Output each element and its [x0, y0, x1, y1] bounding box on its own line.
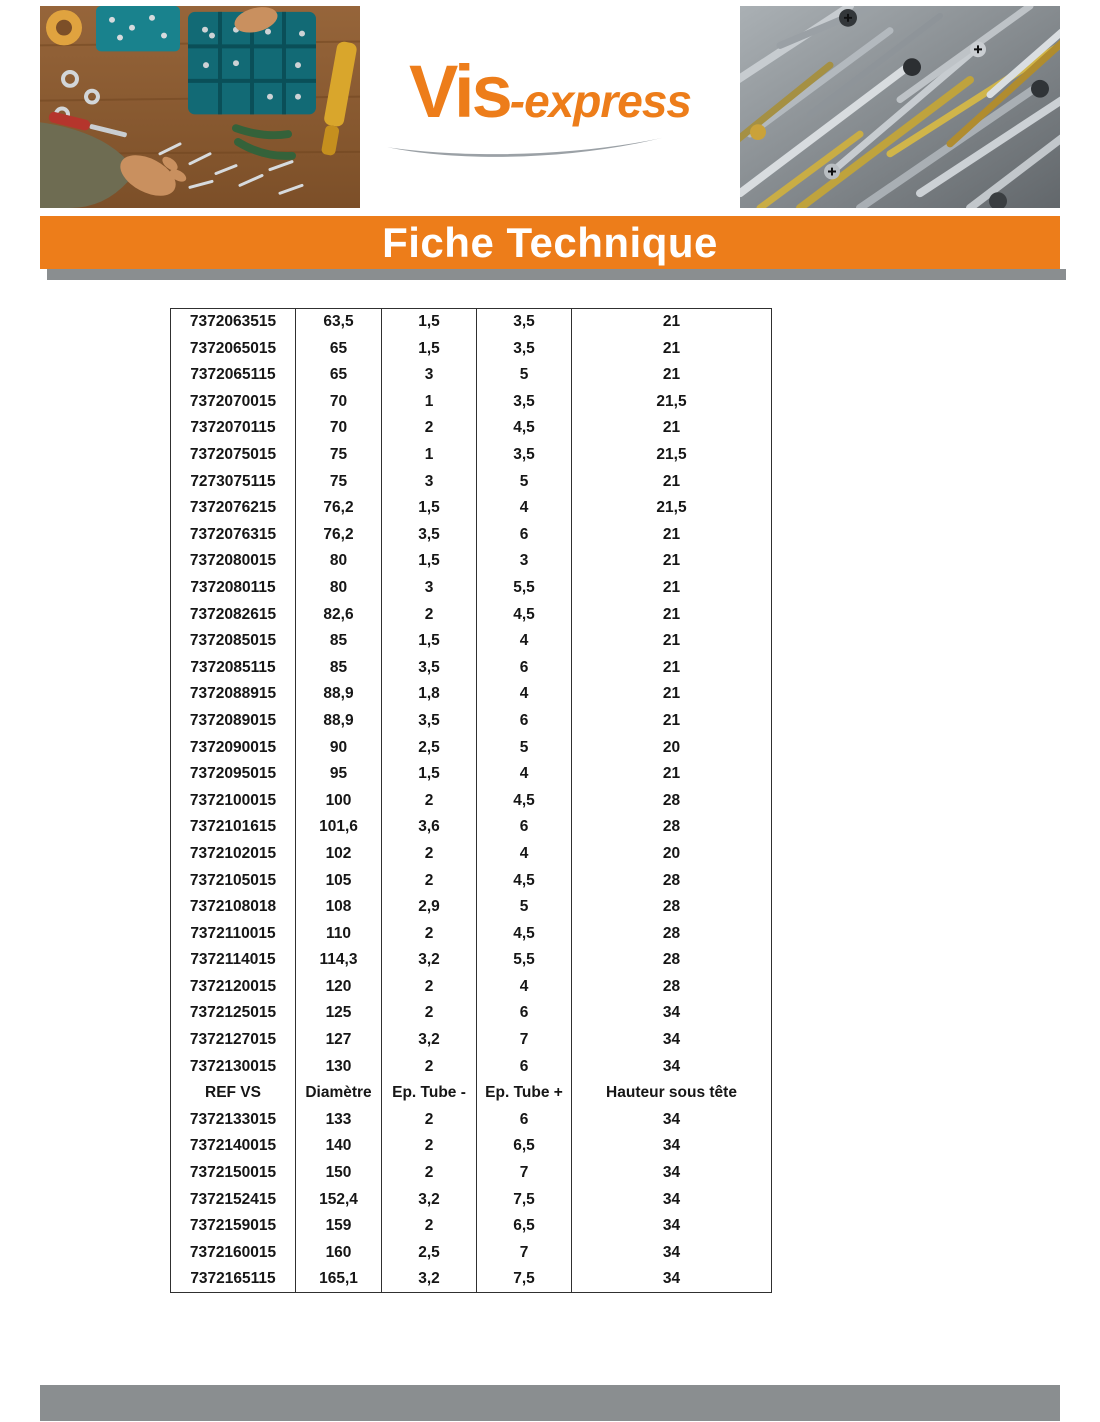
screws-photo: [740, 6, 1060, 208]
table-cell: 1,5: [382, 309, 477, 336]
table-row: [171, 761, 772, 788]
table-cell: 21,5: [572, 388, 772, 415]
table-cell: 7372140015: [171, 1133, 296, 1160]
table-cell: 7372065015: [171, 335, 296, 362]
table-cell: 101,6: [296, 814, 382, 841]
table-cell: 5: [477, 734, 572, 761]
table-row: [171, 654, 772, 681]
table-cell: 5: [477, 362, 572, 389]
spec-table-body: [171, 309, 772, 1293]
table-cell: 4,5: [477, 920, 572, 947]
table-cell: 1,5: [382, 628, 477, 655]
table-row: [171, 973, 772, 1000]
table-header-row: [171, 1080, 772, 1107]
table-row: [171, 894, 772, 921]
table-cell: 2: [382, 1000, 477, 1027]
table-cell: 88,9: [296, 681, 382, 708]
table-cell: 1,5: [382, 548, 477, 575]
table-row: [171, 920, 772, 947]
table-cell: 7372165115: [171, 1266, 296, 1293]
table-cell: 7372082615: [171, 601, 296, 628]
table-cell: 28: [572, 973, 772, 1000]
table-cell: 80: [296, 574, 382, 601]
table-cell: 82,6: [296, 601, 382, 628]
table-cell: 34: [572, 1266, 772, 1293]
table-cell: 7372159015: [171, 1213, 296, 1240]
table-cell: 7,5: [477, 1186, 572, 1213]
table-row: [171, 362, 772, 389]
banner-shadow: [47, 269, 1066, 280]
table-cell: 7: [477, 1027, 572, 1054]
table-cell: 110: [296, 920, 382, 947]
table-cell: 7372150015: [171, 1160, 296, 1187]
table-cell: 3,2: [382, 1027, 477, 1054]
table-cell: 7: [477, 1239, 572, 1266]
table-row: [171, 1133, 772, 1160]
table-cell: 34: [572, 1053, 772, 1080]
table-cell: 100: [296, 787, 382, 814]
table-cell: 105: [296, 867, 382, 894]
table-cell: 21: [572, 362, 772, 389]
table-row: [171, 601, 772, 628]
table-cell: 5,5: [477, 947, 572, 974]
table-cell: 1,8: [382, 681, 477, 708]
table-cell: 7372089015: [171, 707, 296, 734]
table-cell: 28: [572, 787, 772, 814]
table-cell: 3,5: [382, 654, 477, 681]
table-cell: 21: [572, 761, 772, 788]
table-cell: 1,5: [382, 495, 477, 522]
table-cell: 85: [296, 654, 382, 681]
table-cell: 2: [382, 840, 477, 867]
table-cell: 159: [296, 1213, 382, 1240]
table-cell: 63,5: [296, 309, 382, 336]
table-cell: 21: [572, 548, 772, 575]
table-cell: 4: [477, 495, 572, 522]
table-row: [171, 1266, 772, 1293]
screws-photo-graphic: [740, 6, 1060, 208]
table-cell: 28: [572, 920, 772, 947]
table-cell: 7372130015: [171, 1053, 296, 1080]
banner: [40, 216, 1060, 269]
header: [0, 0, 1100, 208]
table-row: [171, 1053, 772, 1080]
footer-bar: [40, 1385, 1060, 1421]
table-cell: 152,4: [296, 1186, 382, 1213]
table-cell: 4,5: [477, 601, 572, 628]
table-cell: 4: [477, 973, 572, 1000]
table-cell: 7372070015: [171, 388, 296, 415]
table-cell: 21: [572, 628, 772, 655]
table-row: [171, 681, 772, 708]
table-row: [171, 787, 772, 814]
table-cell: 7372125015: [171, 1000, 296, 1027]
table-cell: 7372120015: [171, 973, 296, 1000]
table-cell: 3: [382, 468, 477, 495]
table-cell: 108: [296, 894, 382, 921]
table-cell: 75: [296, 468, 382, 495]
table-cell: 34: [572, 1133, 772, 1160]
table-cell: 2: [382, 601, 477, 628]
table-cell: 7372105015: [171, 867, 296, 894]
table-cell: 7372127015: [171, 1027, 296, 1054]
table-cell: 5,5: [477, 574, 572, 601]
table-cell: 2: [382, 1133, 477, 1160]
table-cell: 21: [572, 681, 772, 708]
table-cell: 3,5: [477, 388, 572, 415]
table-row: [171, 1027, 772, 1054]
table-cell: 7372101615: [171, 814, 296, 841]
table-cell: 140: [296, 1133, 382, 1160]
table-cell: 2,5: [382, 1239, 477, 1266]
table-cell: 90: [296, 734, 382, 761]
table-cell: 7372070115: [171, 415, 296, 442]
table-cell: 7372090015: [171, 734, 296, 761]
table-cell: 7: [477, 1160, 572, 1187]
table-cell: 2: [382, 1160, 477, 1187]
table-cell: 7372102015: [171, 840, 296, 867]
workbench-photo-graphic: [40, 6, 360, 208]
table-cell: 21: [572, 574, 772, 601]
table-cell: 7372085015: [171, 628, 296, 655]
table-cell: 7372085115: [171, 654, 296, 681]
table-cell: 6: [477, 707, 572, 734]
table-cell: 130: [296, 1053, 382, 1080]
table-row: [171, 309, 772, 336]
table-row: [171, 521, 772, 548]
table-cell: 88,9: [296, 707, 382, 734]
table-cell: 65: [296, 362, 382, 389]
table-cell: 70: [296, 388, 382, 415]
column-header-cell: REF VS: [171, 1080, 296, 1107]
table-cell: 76,2: [296, 495, 382, 522]
table-cell: 21,5: [572, 495, 772, 522]
table-cell: 6,5: [477, 1213, 572, 1240]
table-cell: 34: [572, 1106, 772, 1133]
table-row: [171, 1000, 772, 1027]
table-cell: 1,5: [382, 335, 477, 362]
table-cell: 3,2: [382, 947, 477, 974]
table-row: [171, 947, 772, 974]
table-cell: 7372075015: [171, 441, 296, 468]
table-cell: 6: [477, 814, 572, 841]
logo-swoosh: [380, 132, 670, 166]
table-cell: 95: [296, 761, 382, 788]
table-cell: 7372065115: [171, 362, 296, 389]
table-cell: 102: [296, 840, 382, 867]
table-cell: 1: [382, 441, 477, 468]
table-cell: 2: [382, 415, 477, 442]
table-cell: 21: [572, 309, 772, 336]
table-cell: 4,5: [477, 867, 572, 894]
table-cell: 4: [477, 840, 572, 867]
table-cell: 125: [296, 1000, 382, 1027]
table-cell: 3,2: [382, 1186, 477, 1213]
table-row: [171, 840, 772, 867]
table-cell: 6: [477, 1106, 572, 1133]
table-cell: 21: [572, 335, 772, 362]
table-cell: 3,6: [382, 814, 477, 841]
table-cell: 7372095015: [171, 761, 296, 788]
table-cell: 3,5: [477, 309, 572, 336]
table-row: [171, 335, 772, 362]
table-cell: 6: [477, 1000, 572, 1027]
table-cell: 34: [572, 1000, 772, 1027]
table-row: [171, 1160, 772, 1187]
table-cell: 2: [382, 787, 477, 814]
table-cell: 34: [572, 1160, 772, 1187]
table-cell: 21: [572, 415, 772, 442]
table-cell: 21: [572, 521, 772, 548]
table-cell: 4: [477, 628, 572, 655]
table-cell: 2: [382, 920, 477, 947]
table-cell: 2: [382, 1053, 477, 1080]
table-cell: 34: [572, 1186, 772, 1213]
logo-text-suffix: -express: [509, 74, 691, 127]
table-cell: 127: [296, 1027, 382, 1054]
table-cell: 7372133015: [171, 1106, 296, 1133]
table-cell: 75: [296, 441, 382, 468]
table-row: [171, 867, 772, 894]
table-cell: 1,5: [382, 761, 477, 788]
table-cell: 133: [296, 1106, 382, 1133]
table-row: [171, 574, 772, 601]
table-cell: 7273075115: [171, 468, 296, 495]
table-cell: 2: [382, 1213, 477, 1240]
table-cell: 6,5: [477, 1133, 572, 1160]
table-cell: 7372110015: [171, 920, 296, 947]
table-cell: 7372080115: [171, 574, 296, 601]
table-cell: 21: [572, 654, 772, 681]
table-cell: 7,5: [477, 1266, 572, 1293]
table-cell: 3: [382, 362, 477, 389]
table-cell: 3: [477, 548, 572, 575]
table-row: [171, 415, 772, 442]
table-cell: 3,5: [382, 521, 477, 548]
column-header-cell: Hauteur sous tête: [572, 1080, 772, 1107]
table-row: [171, 548, 772, 575]
table-cell: 7372152415: [171, 1186, 296, 1213]
table-cell: 6: [477, 521, 572, 548]
table-row: [171, 495, 772, 522]
table-cell: 4: [477, 761, 572, 788]
column-header-cell: Diamètre: [296, 1080, 382, 1107]
table-cell: 2: [382, 973, 477, 1000]
table-cell: 6: [477, 654, 572, 681]
table-cell: 3,5: [382, 707, 477, 734]
table-cell: 2,9: [382, 894, 477, 921]
table-row: [171, 734, 772, 761]
spec-table: [170, 308, 772, 1293]
table-row: [171, 1186, 772, 1213]
table-cell: 7372076315: [171, 521, 296, 548]
table-cell: 4: [477, 681, 572, 708]
table-row: [171, 814, 772, 841]
table-cell: 120: [296, 973, 382, 1000]
table-cell: 165,1: [296, 1266, 382, 1293]
table-cell: 65: [296, 335, 382, 362]
table-cell: 20: [572, 734, 772, 761]
table-cell: 114,3: [296, 947, 382, 974]
table-row: [171, 1106, 772, 1133]
table-cell: 20: [572, 840, 772, 867]
logo-text-main: Vis: [409, 49, 510, 133]
table-cell: 34: [572, 1027, 772, 1054]
logo-text: [409, 49, 691, 134]
table-cell: 7372063515: [171, 309, 296, 336]
table-cell: 28: [572, 894, 772, 921]
table-cell: 3,2: [382, 1266, 477, 1293]
workbench-photo: [40, 6, 360, 208]
table-cell: 2: [382, 1106, 477, 1133]
table-cell: 7372160015: [171, 1239, 296, 1266]
table-cell: 80: [296, 548, 382, 575]
table-cell: 34: [572, 1213, 772, 1240]
table-cell: 21,5: [572, 441, 772, 468]
table-cell: 76,2: [296, 521, 382, 548]
table-row: [171, 468, 772, 495]
table-cell: 160: [296, 1239, 382, 1266]
table-cell: 28: [572, 867, 772, 894]
column-header-cell: Ep. Tube +: [477, 1080, 572, 1107]
table-cell: 4,5: [477, 787, 572, 814]
table-cell: 34: [572, 1239, 772, 1266]
table-row: [171, 1213, 772, 1240]
logo: [360, 6, 740, 208]
table-cell: 2,5: [382, 734, 477, 761]
table-cell: 7372080015: [171, 548, 296, 575]
table-row: [171, 707, 772, 734]
table-cell: 85: [296, 628, 382, 655]
table-cell: 1: [382, 388, 477, 415]
table-row: [171, 628, 772, 655]
table-cell: 3: [382, 574, 477, 601]
table-row: [171, 388, 772, 415]
table-cell: 7372108018: [171, 894, 296, 921]
table-cell: 28: [572, 947, 772, 974]
table-cell: 2: [382, 867, 477, 894]
column-header-cell: Ep. Tube -: [382, 1080, 477, 1107]
table-cell: 7372088915: [171, 681, 296, 708]
table-cell: 7372100015: [171, 787, 296, 814]
table-cell: 28: [572, 814, 772, 841]
table-cell: 5: [477, 894, 572, 921]
table-cell: 70: [296, 415, 382, 442]
table-cell: 3,5: [477, 335, 572, 362]
table-cell: 7372076215: [171, 495, 296, 522]
table-cell: 5: [477, 468, 572, 495]
table-cell: 7372114015: [171, 947, 296, 974]
table-cell: 3,5: [477, 441, 572, 468]
banner-title: Fiche Technique: [382, 218, 718, 266]
table-cell: 150: [296, 1160, 382, 1187]
table-cell: 21: [572, 707, 772, 734]
table-cell: 21: [572, 601, 772, 628]
table-cell: 21: [572, 468, 772, 495]
table-cell: 4,5: [477, 415, 572, 442]
table-row: [171, 441, 772, 468]
table-row: [171, 1239, 772, 1266]
table-cell: 6: [477, 1053, 572, 1080]
